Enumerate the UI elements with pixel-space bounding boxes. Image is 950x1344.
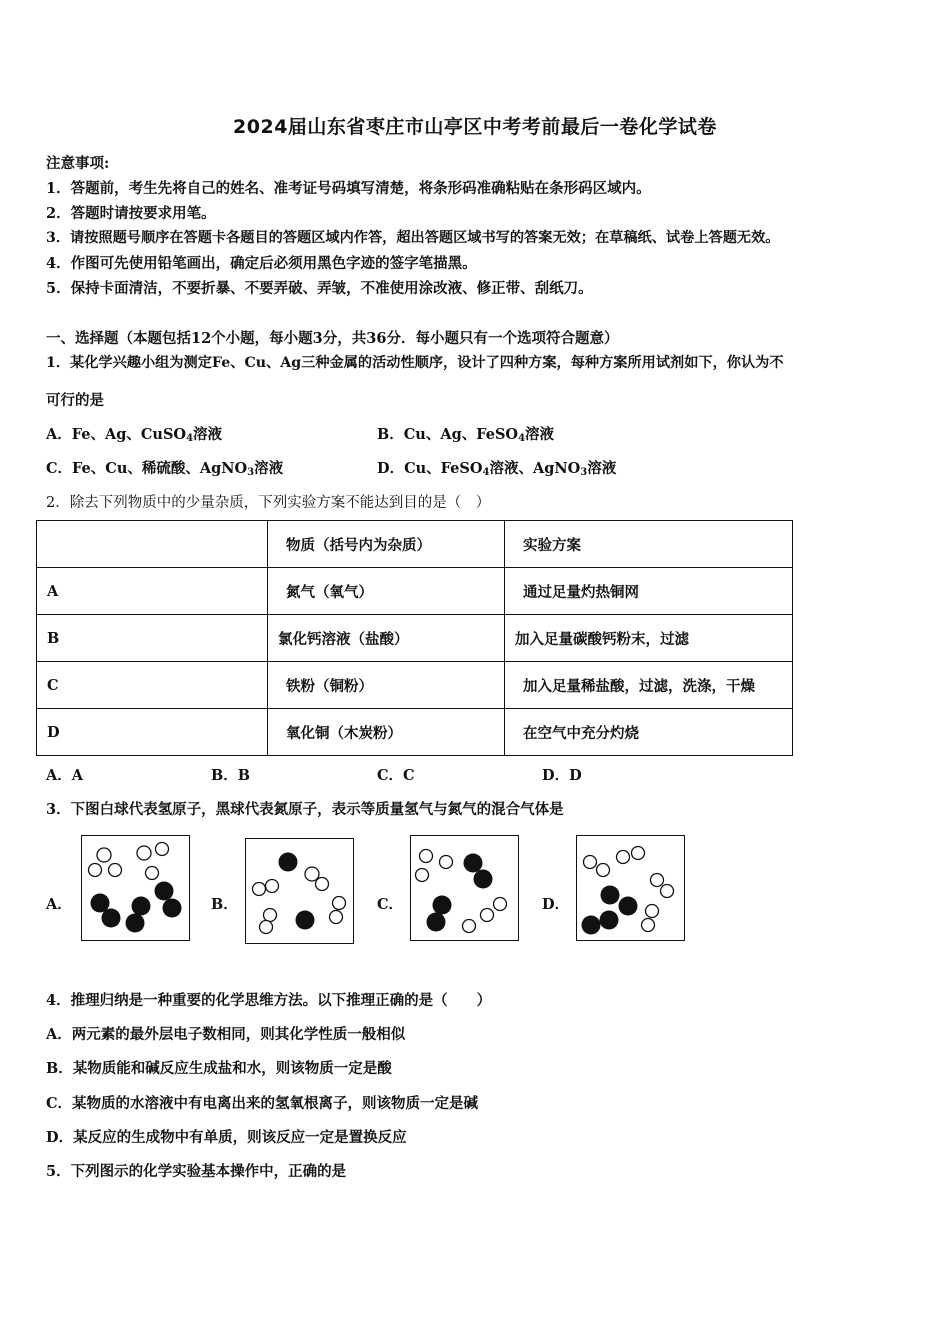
q3-option-a-label[interactable]: A． — [46, 896, 72, 913]
q2-option-d[interactable]: D．D — [542, 767, 582, 784]
q1-option-c[interactable]: C．Fe、Cu、稀硫酸、AgNO$_3$溶液 — [46, 460, 284, 478]
q4-option-b[interactable]: B．某物质能和碱反应生成盐和水，则该物质一定是酸 — [46, 1060, 392, 1077]
q4-option-d[interactable]: D．某反应的生成物中有单质，则该反应一定是置换反应 — [46, 1129, 407, 1146]
table-cell: 铁粉（铜粉） — [268, 662, 505, 709]
q3-diagram-c[interactable] — [410, 835, 519, 941]
table-cell: D — [37, 709, 268, 756]
q2-option-b[interactable]: B．B — [211, 767, 251, 784]
table-row — [37, 662, 793, 709]
notice-item-1: 1．答题前，考生先将自己的姓名、准考证号码填写清楚，将条形码准确粘贴在条形码区域内。 — [46, 180, 651, 197]
q1-option-a[interactable]: A．Fe、Ag、CuSO$_4$溶液 — [46, 426, 223, 444]
section-heading: 一、选择题（本题包括12个小题，每小题3分，共36分．每小题只有一个选项符合题意） — [46, 330, 619, 347]
q4-stem: 4．推理归纳是一种重要的化学思维方法。以下推理正确的是（ ） — [46, 992, 492, 1009]
notice-item-3: 3．请按照题号顺序在答题卡各题目的答题区域内作答，超出答题区域书写的答案无效；在草稿纸、试卷上答题无效。 — [46, 230, 780, 246]
q3-diagram-b[interactable] — [245, 838, 354, 944]
q1-option-d[interactable]: D．Cu、FeSO$_4$溶液、AgNO$_3$溶液 — [377, 460, 617, 478]
q3-option-c-label[interactable]: C． — [377, 896, 404, 913]
table-cell: 氧化铜（木炭粉） — [268, 709, 505, 756]
table-cell: 氯化钙溶液（盐酸） — [268, 615, 505, 662]
table-cell: C — [37, 662, 268, 709]
table-cell: A — [37, 568, 268, 615]
q2-option-c[interactable]: C．C — [377, 767, 415, 784]
table-header-cell: 实验方案 — [505, 521, 793, 568]
table-cell: 通过足量灼热铜网 — [505, 568, 793, 615]
table-row — [37, 568, 793, 615]
q3-option-d-label[interactable]: D． — [542, 896, 570, 913]
q4-option-c[interactable]: C．某物质的水溶液中有电离出来的氢氧根离子，则该物质一定是碱 — [46, 1095, 479, 1112]
q4-option-a[interactable]: A．两元素的最外层电子数相同，则其化学性质一般相似 — [46, 1026, 406, 1043]
q3-option-b-label[interactable]: B． — [211, 896, 238, 913]
table-cell: 加入足量碳酸钙粉末，过滤 — [505, 615, 793, 662]
table-header-row — [37, 521, 793, 568]
q1-stem-line2: 可行的是 — [46, 392, 104, 409]
q3-diagram-d[interactable] — [576, 835, 685, 941]
notice-heading: 注意事项: — [46, 155, 110, 172]
notice-item-4: 4．作图可先使用铅笔画出，确定后必须用黑色字迹的签字笔描黑。 — [46, 255, 477, 272]
table-header-cell: 物质（括号内为杂质） — [268, 521, 505, 568]
table-header-cell — [37, 521, 268, 568]
table-cell: 在空气中充分灼烧 — [505, 709, 793, 756]
q2-table — [36, 520, 793, 756]
q1-option-b[interactable]: B．Cu、Ag、FeSO$_4$溶液 — [377, 426, 555, 444]
q5-stem: 5．下列图示的化学实验基本操作中，正确的是 — [46, 1163, 347, 1180]
q1-stem-line1: 1．某化学兴趣小组为测定Fe、Cu、Ag三种金属的活动性顺序，设计了四种方案，每种方案所用试剂如下，你认为不 — [46, 355, 784, 371]
q2-option-a[interactable]: A．A — [46, 767, 84, 784]
notice-item-5: 5．保持卡面清洁，不要折暴、不要弄破、弄皱，不准使用涂改液、修正带、刮纸刀。 — [46, 280, 593, 297]
q3-diagram-a[interactable] — [81, 835, 190, 941]
notice-item-2: 2．答题时请按要求用笔。 — [46, 205, 216, 222]
q3-stem: 3．下图白球代表氢原子，黑球代表氮原子，表示等质量氢气与氮气的混合气体是 — [46, 801, 564, 818]
page-title: 2024届山东省枣庄市山亭区中考考前最后一卷化学试卷 — [233, 116, 717, 138]
q2-stem: 2．除去下列物质中的少量杂质，下列实验方案不能达到目的是（ ） — [46, 495, 491, 511]
table-row — [37, 615, 793, 662]
table-row — [37, 709, 793, 756]
table-cell: 氮气（氧气） — [268, 568, 505, 615]
table-cell: B — [37, 615, 268, 662]
table-cell: 加入足量稀盐酸，过滤，洗涤，干燥 — [505, 662, 793, 709]
